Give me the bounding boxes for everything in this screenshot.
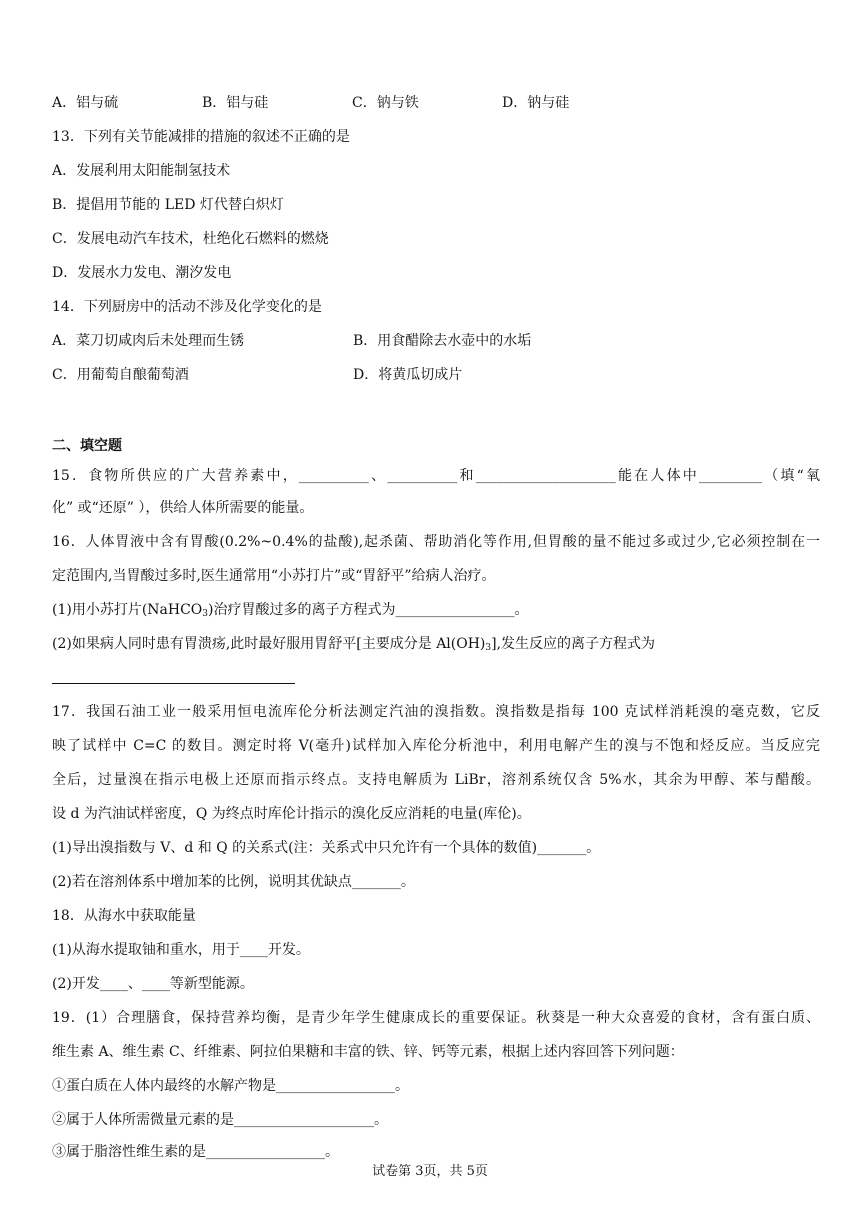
q18-part-1: (1)从海水提取铀和重水，用于____开发。 [52,942,310,958]
q16-part-2 [52,634,820,654]
q16-part-2-text: (2)如果病人同时患有胃溃疡,此时最好服用胃舒平[主要成分是 Al(OH) [52,636,486,652]
q17-part-2: (2)若在溶剂体系中增加苯的比例，说明其优缺点_______。 [52,874,415,890]
q16-line-1: 16．人体胃液中含有胃酸(0.2%~0.4%的盐酸),起杀菌、帮助消化等作用,但胃酸的量不能过多或过少,它必须控制在一 [52,534,820,550]
q16-part-1-subscript: 3 [202,609,209,619]
q19-sub-2: ②属于人体所需微量元素的是____________________。 [52,1112,388,1128]
q13-option-c: C．发展电动汽车技术，杜绝化石燃料的燃烧 [52,231,329,247]
q15-line-2: 化” 或“还原” ），供给人体所需要的能量。 [52,500,314,516]
q16-answer-blank [52,683,295,684]
q14-option-d: D．将黄瓜切成片 [353,367,463,383]
q16-line-2: 定范围内,当胃酸过多时,医生通常用“小苏打片”或“胃舒平”给病人治疗。 [52,568,496,584]
q16-part-1-text-end: )治疗胃酸过多的离子方程式为_________________。 [208,602,529,618]
q18-stem: 18．从海水中获取能量 [52,908,196,924]
q17-line-1: 17．我国石油工业一般采用恒电流库伦分析法测定汽油的溴指数。溴指数是指每 100 克试样消耗溴的毫克数，它反 [52,704,820,720]
q14-stem: 14．下列厨房中的活动不涉及化学变化的是 [52,299,322,315]
q14-option-c: C．用葡萄自酿葡萄酒 [52,367,189,383]
q12-option-c: C．钠与铁 [352,95,419,111]
q12-option-d: D．钠与硅 [502,95,570,111]
q12-option-b: B．铝与硅 [202,95,269,111]
q16-part-1-text: (1)用小苏打片(NaHCO [52,602,203,618]
q19-sub-3: ③属于脂溶性维生素的是_________________。 [52,1144,339,1160]
q14-option-a: A．菜刀切咸肉后未处理而生锈 [52,333,245,349]
q19-line-2: 维生素 A、维生素 C、纤维素、阿拉伯果糖和丰富的铁、锌、钙等元素，根据上述内容回答下列问题： [52,1044,684,1060]
q16-part-1 [52,600,820,620]
q13-option-a: A．发展利用太阳能制氢技术 [52,163,231,179]
q13-option-b: B．提倡用节能的 LED 灯代替白炽灯 [52,197,284,213]
q19-sub-1: ①蛋白质在人体内最终的水解产物是_________________。 [52,1078,409,1094]
q12-option-a: A．铝与硫 [52,95,119,111]
q17-line-3: 全后，过量溴在指示电极上还原而指示终点。支持电解质为 LiBr，溶剂系统仅含 5%水，其余为甲醇、苯与醋酸。 [52,772,820,788]
q14-option-b: B．用食醋除去水壶中的水垢 [353,333,532,349]
q13-stem: 13．下列有关节能减排的措施的叙述不正确的是 [52,129,350,145]
q17-line-2: 映了试样中 C=C 的数目。测定时将 V(毫升)试样加入库伦分析池中，利用电解产生的溴与不饱和烃反应。当反应完 [52,738,820,754]
q17-line-4: 设 d 为汽油试样密度，Q 为终点时库伦计指示的溴化反应消耗的电量(库伦)。 [52,806,531,822]
q16-part-2-text-end: ],发生反应的离子方程式为 [491,636,656,652]
q16-part-2-subscript: 3 [485,643,492,653]
page-footer: 试卷第 3页，共 5页 [372,1164,488,1179]
q18-part-2: (2)开发____、____等新型能源。 [52,976,254,992]
q17-part-1: (1)导出溴指数与 V、d 和 Q 的关系式(注：关系式中只允许有一个具体的数值)_______。 [52,840,601,856]
q19-line-1: 19．(1）合理膳食，保持营养均衡，是青少年学生健康成长的重要保证。秋葵是一种大众喜爱的食材，含有蛋白质、 [52,1010,820,1026]
section-heading-fill-in: 二、填空题 [52,438,122,454]
q13-option-d: D．发展水力发电、潮汐发电 [52,265,232,281]
q15-line-1: 15．食物所供应的广大营养素中，__________、__________和____________________能在人体中_________（填“氧 [52,468,820,484]
